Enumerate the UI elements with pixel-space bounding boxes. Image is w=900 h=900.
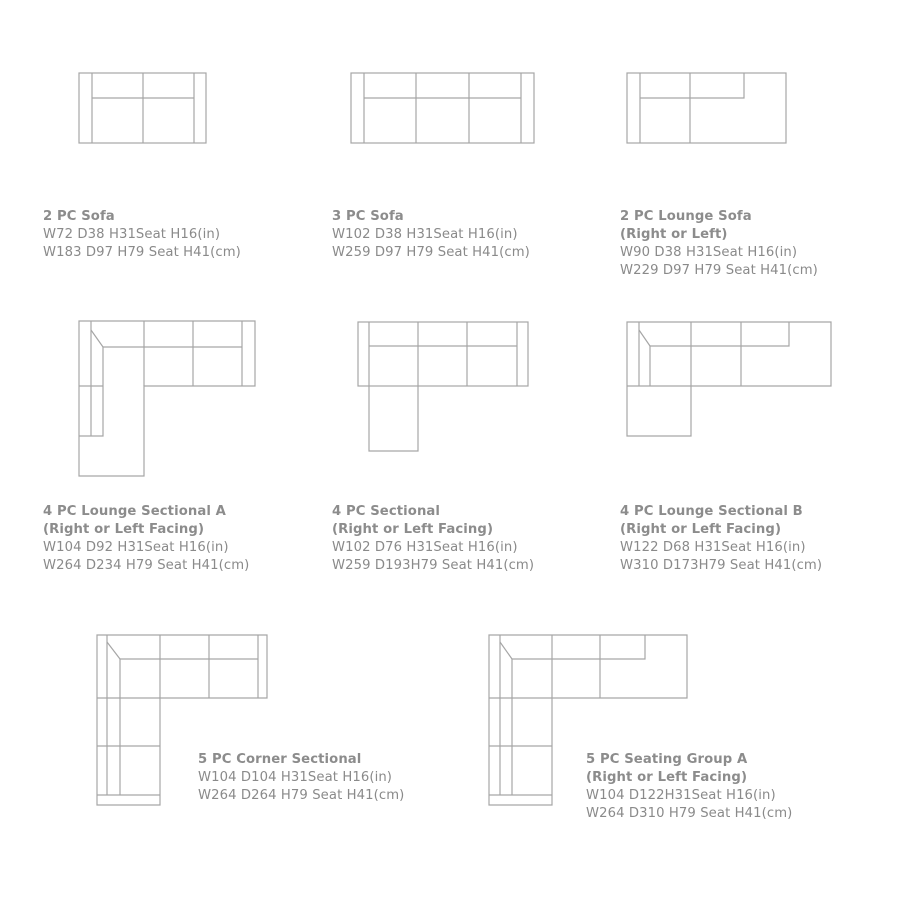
- diagram-4pc-lounge-sectional-b: [627, 322, 831, 436]
- dims-cm: W264 D234 H79 Seat H41(cm): [43, 558, 250, 573]
- spec-4pc-lounge-sectional-b: [620, 503, 822, 575]
- diagram-3pc-sofa: [351, 73, 534, 143]
- dims-inches: W72 D38 H31Seat H16(in): [43, 227, 221, 242]
- spec-2pc-lounge-sofa: [620, 208, 818, 280]
- dims-cm: W259 D193H79 Seat H41(cm): [332, 558, 535, 573]
- product-name: 2 PC Sofa: [43, 209, 115, 224]
- spec-4pc-sectional: [332, 503, 534, 575]
- spec-5pc-corner-sectional: [198, 751, 404, 805]
- product-name: 4 PC Sectional: [332, 504, 441, 519]
- product-subtitle: (Right or Left Facing): [620, 522, 782, 537]
- product-subtitle: (Right or Left Facing): [332, 522, 494, 537]
- spec-2pc-sofa: [43, 208, 241, 262]
- product-name: 5 PC Corner Sectional: [198, 752, 362, 767]
- dims-inches: W90 D38 H31Seat H16(in): [620, 245, 798, 260]
- dims-cm: W229 D97 H79 Seat H41(cm): [620, 263, 818, 278]
- dims-inches: W104 D122H31Seat H16(in): [586, 788, 776, 803]
- dims-cm: W259 D97 H79 Seat H41(cm): [332, 245, 530, 260]
- dims-inches: W102 D38 H31Seat H16(in): [332, 227, 518, 242]
- product-name: 2 PC Lounge Sofa: [620, 209, 752, 224]
- dims-cm: W264 D264 H79 Seat H41(cm): [198, 788, 405, 803]
- dims-cm: W264 D310 H79 Seat H41(cm): [586, 806, 793, 821]
- dims-inches: W122 D68 H31Seat H16(in): [620, 540, 806, 555]
- product-name: 3 PC Sofa: [332, 209, 404, 224]
- dims-cm: W310 D173H79 Seat H41(cm): [620, 558, 823, 573]
- dims-inches: W104 D104 H31Seat H16(in): [198, 770, 393, 785]
- diagram-2pc-sofa: [79, 73, 206, 143]
- dims-inches: W102 D76 H31Seat H16(in): [332, 540, 518, 555]
- product-subtitle: (Right or Left Facing): [43, 522, 205, 537]
- product-subtitle: (Right or Left Facing): [586, 770, 748, 785]
- product-subtitle: (Right or Left): [620, 227, 728, 242]
- diagram-4pc-sectional: [358, 322, 528, 451]
- spec-3pc-sofa: [332, 208, 530, 262]
- product-name: 5 PC Seating Group A: [586, 752, 748, 767]
- spec-4pc-lounge-sectional-a: [43, 503, 249, 575]
- dims-cm: W183 D97 H79 Seat H41(cm): [43, 245, 241, 260]
- diagram-2pc-lounge-sofa: [627, 73, 786, 143]
- product-name: 4 PC Lounge Sectional B: [620, 504, 803, 519]
- diagram-4pc-lounge-sectional-a: [79, 321, 255, 476]
- spec-5pc-seating-group-a: [586, 751, 792, 823]
- product-name: 4 PC Lounge Sectional A: [43, 504, 226, 519]
- dims-inches: W104 D92 H31Seat H16(in): [43, 540, 229, 555]
